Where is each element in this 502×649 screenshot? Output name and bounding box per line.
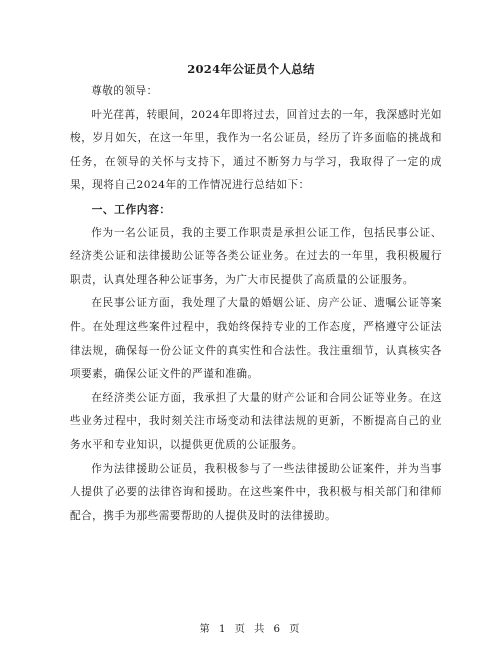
section-paragraph: 在经济类公证方面，我承担了大量的财产公证和合同公证等业务。在这些业务过程中，我时刻关注市场变动和法律法规的更新，不断提高自己的业务水平和专业知识，以提供更优质的公证服务。 [70,391,442,451]
salutation: 尊敬的领导： [91,85,158,97]
section-paragraph: 作为一名公证员，我的主要工作职责是承担公证工作，包括民事公证、经济类公证和法律援助公证等各类公证业务。在过去的一年里，我积极履行职责，认真处理各种公证事务，为广大市民提供了高质量的公证服务。 [70,226,442,286]
section-heading-work-content: 一、工作内容： [91,202,171,216]
section-paragraph: 作为法律援助公证员，我积极参与了一些法律援助公证案件，并为当事人提供了必要的法律咨询和援助。在这些案件中，我积极与相关部门和律师配合，携手为那些需要帮助的人提供及时的法律援助。 [70,462,442,522]
document-title: 2024年公证员个人总结 [187,62,315,76]
intro-paragraph: 叶光荏苒，转眼间，2024年即将过去，回首过去的一年，我深感时光如梭，岁月如矢，在这一年里，我作为一名公证员，经历了许多面临的挑战和任务，在领导的关怀与支持下，通过不断努力与学习，我取得了一定的成果，现将自己2024年的工作情况进行总结如下： [70,108,442,192]
page-footer-page-number: 第 1 页 共 6 页 [199,624,303,635]
document-body [70,80,442,528]
section-paragraph: 在民事公证方面，我处理了大量的婚姻公证、房产公证、遗嘱公证等案件。在处理这些案件过程中，我始终保持专业的工作态度，严格遵守公证法律法规，确保每一份公证文件的真实性和合法性。我注重细节，认真核实各项要素，确保公证文件的严谨和准确。 [70,297,442,381]
